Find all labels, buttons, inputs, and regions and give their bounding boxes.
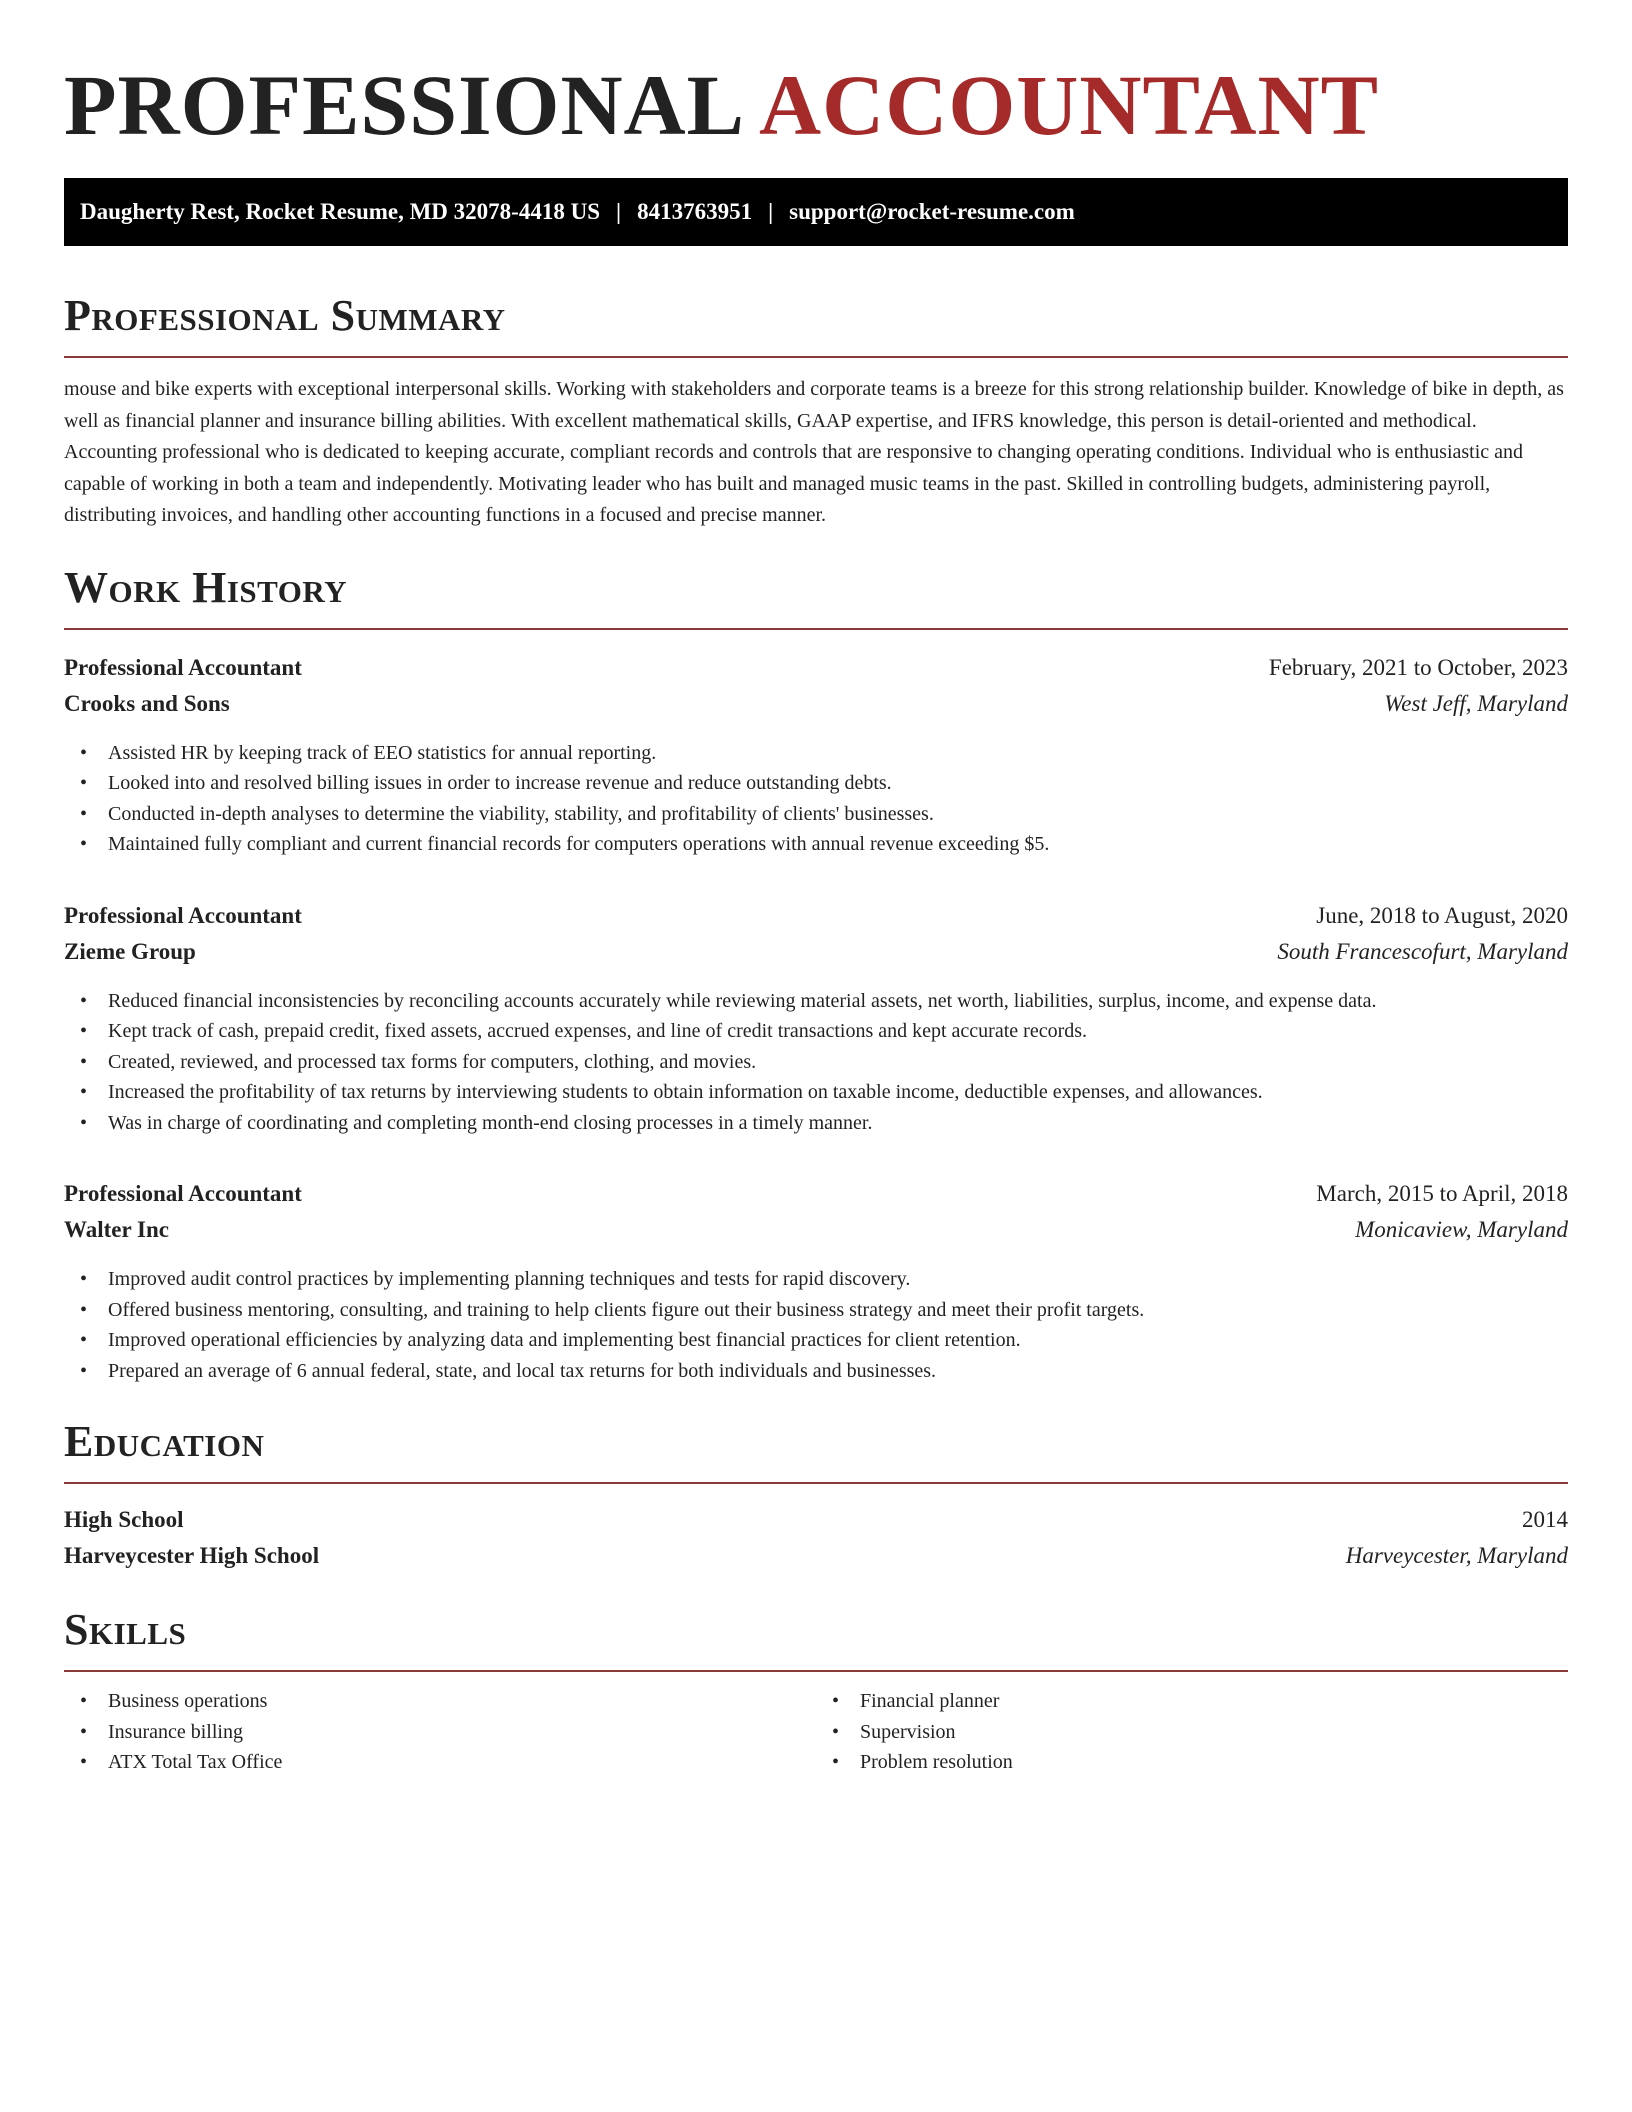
list-item: • Looked into and resolved billing issues in order to increase revenue and reduce outstanding debts. [80,768,1568,799]
skills-column-left [64,1686,816,1778]
job-bullets [64,986,1568,1139]
job-company: Zieme Group [64,938,196,964]
job-dates: February, 2021 to October, 2023 [1268,654,1568,680]
job-subheader [64,1212,1568,1248]
contact-address: Daugherty Rest, Rocket Resume, MD 32078-4418 US [80,199,600,224]
job-role: Professional Accountant [64,902,302,928]
section-divider [64,1670,1568,1672]
resume-name [64,50,1568,160]
skills-grid [64,1686,1568,1778]
job-location: Monicaview, Maryland [1355,1217,1568,1242]
list-item: • Offered business mentoring, consulting, and training to help clients figure out their business strategy and meet their profit targets. [80,1295,1568,1326]
job-role: Professional Accountant [64,654,302,680]
skill-item: • Problem resolution [832,1747,1568,1778]
job-entry [64,1176,1568,1386]
job-bullets [64,738,1568,860]
education-year: 2014 [1522,1507,1568,1532]
section-title-summary: Professional Summary [64,291,506,340]
education-entry [64,1502,1568,1574]
job-header [64,898,1568,934]
section-divider [64,356,1568,358]
list-item: • Kept track of cash, prepaid credit, fixed assets, accrued expenses, and line of credit transactions and kept accurate records. [80,1016,1568,1047]
list-item: • Prepared an average of 6 annual federal, state, and local tax returns for both individuals and businesses. [80,1356,1568,1387]
job-subheader [64,686,1568,722]
list-item: • Improved audit control practices by implementing planning techniques and tests for rapid discovery. [80,1264,1568,1295]
contact-separator: | [615,199,622,224]
job-dates: March, 2015 to April, 2018 [1316,1181,1568,1206]
skill-item: • ATX Total Tax Office [80,1747,816,1778]
skill-item: • Financial planner [832,1686,1568,1717]
list-item: • Created, reviewed, and processed tax forms for computers, clothing, and movies. [80,1047,1568,1078]
list-item: • Maintained fully compliant and current financial records for computers operations with annual revenue exceeding $5. [80,829,1568,860]
contact-phone: 8413763951 [637,199,753,224]
list-item: • Assisted HR by keeping track of EEO statistics for annual reporting. [80,738,1568,769]
job-header [64,1176,1568,1212]
job-bullets [64,1264,1568,1386]
section-title-education: Education [64,1417,265,1466]
job-entry [64,650,1568,860]
job-entry [64,898,1568,1139]
job-subheader [64,934,1568,970]
skill-item: • Supervision [832,1717,1568,1748]
list-item: • Was in charge of coordinating and completing month-end closing processes in a timely manner. [80,1108,1568,1139]
job-company: Walter Inc [64,1217,169,1242]
section-divider [64,1482,1568,1484]
education-degree: High School [64,1507,184,1532]
education-school: Harveycester High School [64,1543,320,1568]
job-header [64,650,1568,686]
list-item: • Reduced financial inconsistencies by reconciling accounts accurately while reviewing material assets, net worth, liabilities, surplus, income, and expense data. [80,986,1568,1017]
summary-text: mouse and bike experts with exceptional interpersonal skills. Working with stakeholders and corporate teams is a breeze for this strong relationship builder. Knowledge of bike in depth, as well as financial planner and insurance billing abilities. With excellent mathematical skills, GAAP expertise, and IFRS knowledge, this person is detail-oriented and methodical. Accounting professional who is dedicated to keeping accurate, compliant records and controls that are responsive to changing operating conditions. Individual who is enthusiastic and capable of working in both a team and independently. Motivating leader who has built and managed music teams in the past. Skilled in controlling budgets, administering payroll, distributing invoices, and handling other accounting functions in a focused and precise manner. [64,378,1564,526]
skill-item: • Business operations [80,1686,816,1717]
job-role: Professional Accountant [64,1181,302,1206]
list-item: • Improved operational efficiencies by analyzing data and implementing best financial practices for client retention. [80,1325,1568,1356]
contact-separator: | [768,199,774,224]
name-last: ACCOUNTANT [759,57,1380,153]
job-dates: June, 2018 to August, 2020 [1316,902,1568,928]
section-title-work-history: Work History [64,562,348,612]
list-item: • Increased the profitability of tax returns by interviewing students to obtain information on taxable income, deductible expenses, and allowances. [80,1077,1568,1108]
skills-column-right [816,1686,1568,1778]
name-first: PROFESSIONAL [64,57,746,153]
contact-bar [64,178,1568,246]
job-location: South Francescofurt, Maryland [1277,938,1568,964]
education-location: Harveycester, Maryland [1345,1543,1568,1568]
list-item: • Conducted in-depth analyses to determine the viability, stability, and profitability of clients' businesses. [80,799,1568,830]
job-location: West Jeff, Maryland [1384,690,1568,716]
skill-item: • Insurance billing [80,1717,816,1748]
section-title-skills: Skills [64,1605,187,1654]
education-subheader [64,1538,1568,1574]
section-divider [64,628,1568,630]
education-header [64,1502,1568,1538]
job-company: Crooks and Sons [64,690,230,716]
contact-email: support@rocket-resume.com [789,199,1075,224]
